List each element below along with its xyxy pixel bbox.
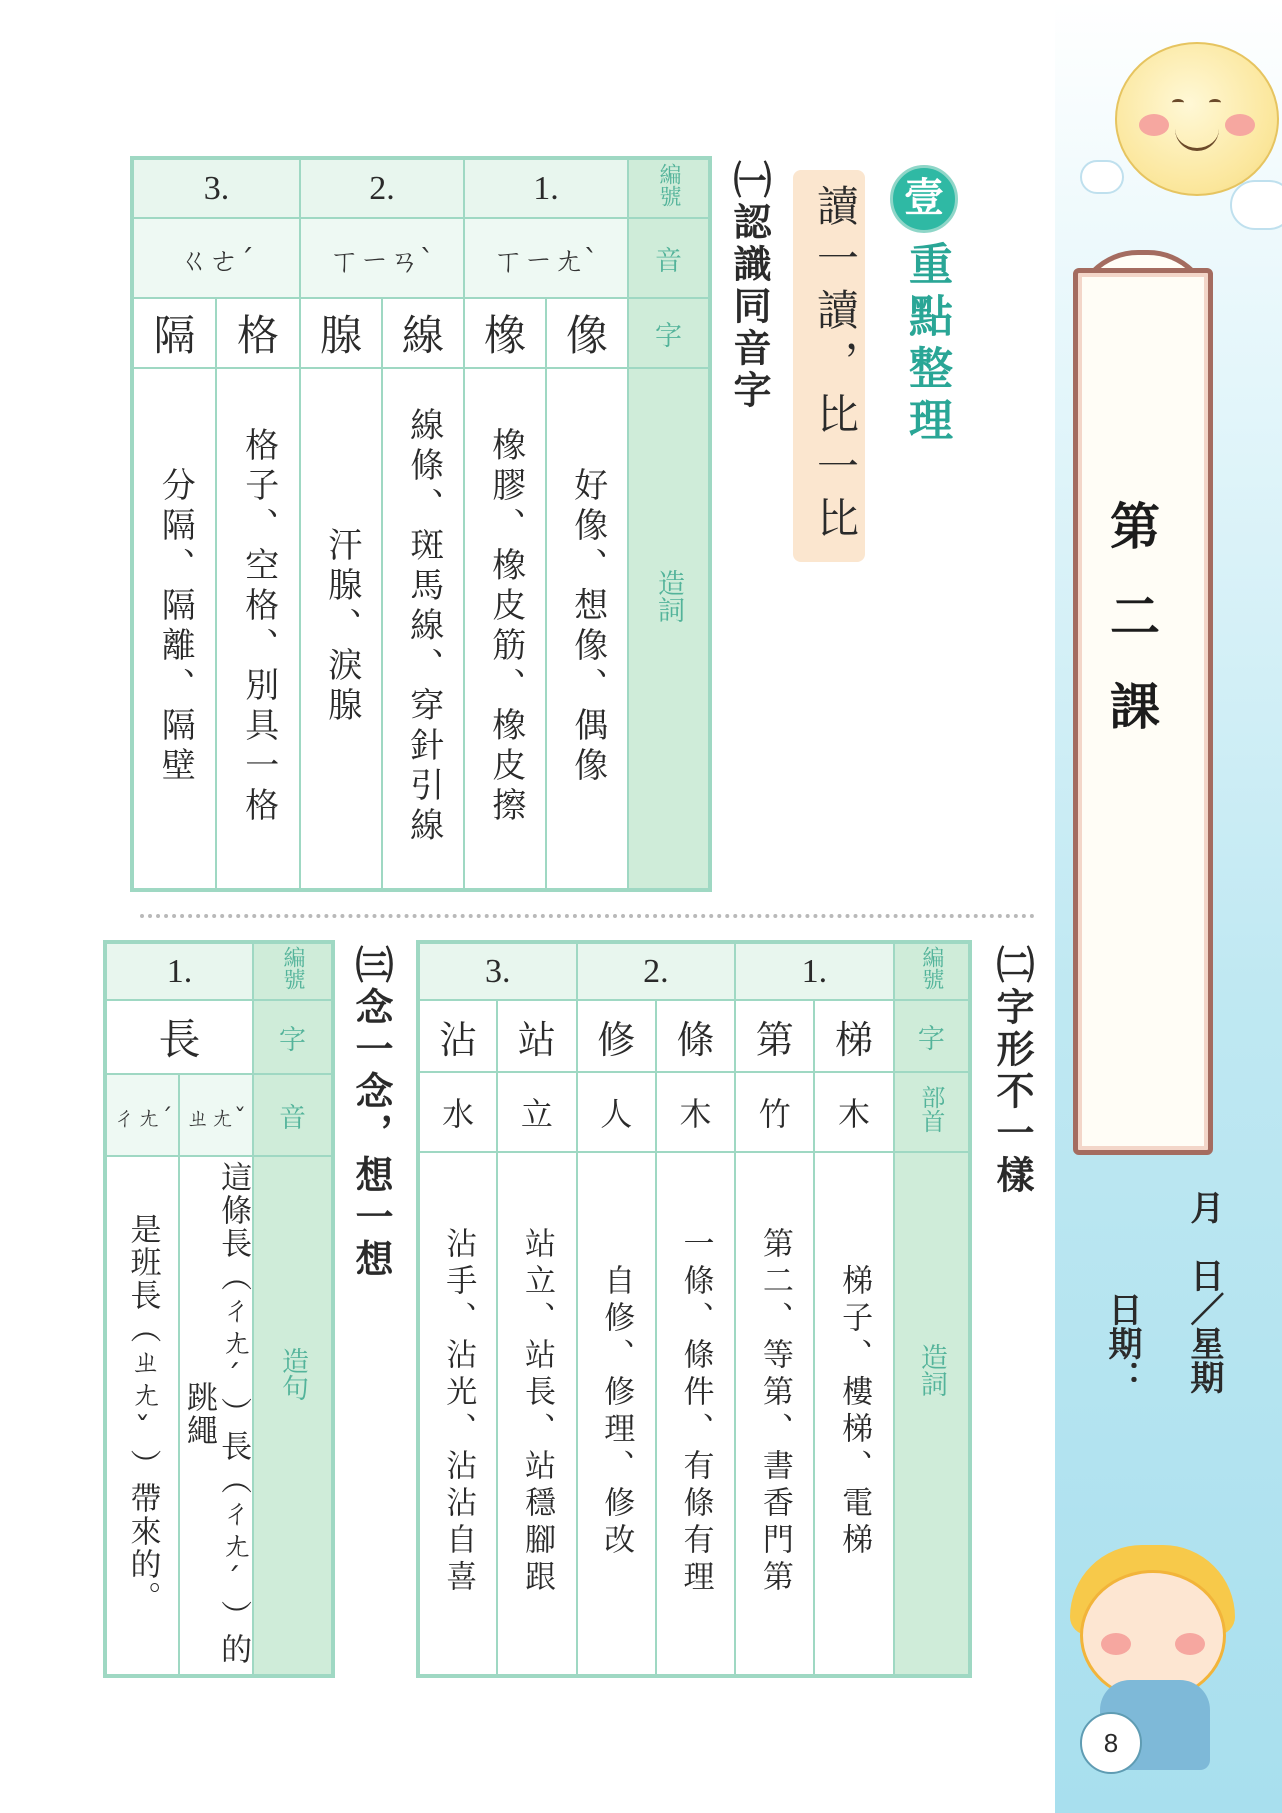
polyphone-table — [103, 940, 335, 1678]
date-label-1: 日期： — [1102, 1292, 1142, 1394]
header-char: 字 — [253, 1000, 333, 1074]
glyph-compare-table — [416, 940, 972, 1678]
header-char: 字 — [894, 1000, 970, 1072]
header-words: 造詞 — [894, 1152, 970, 1676]
sun-cheek-left — [1139, 114, 1169, 136]
char-cell: 長 — [105, 1000, 253, 1074]
words-cell: 格子、空格、別具一格 — [216, 368, 300, 890]
words-cell: 自修、修理、修改 — [577, 1152, 656, 1676]
section-badge: 壹 — [890, 165, 958, 233]
sun-eye-right — [1209, 99, 1221, 106]
group-number: 1. — [105, 942, 253, 1000]
sound-cell: ㄓㄤˇ — [179, 1074, 253, 1156]
words-cell: 橡膠、橡皮筋、橡皮擦 — [464, 368, 546, 890]
date-label-2: 月 日／星期 — [1183, 1190, 1224, 1394]
page-number: 8 — [1080, 1712, 1142, 1774]
group-number: 2. — [300, 158, 464, 218]
part3-heading: ㈢念一念，想一想 — [349, 945, 394, 1281]
header-radical: 部首 — [894, 1072, 970, 1152]
part1-heading: ㈠認識同音字 — [727, 160, 772, 412]
words-cell: 第二、等第、書香門第 — [735, 1152, 814, 1676]
homophone-table — [130, 156, 712, 892]
char-cell: 隔 — [132, 298, 216, 368]
group-sound: ㄒㄧㄤˋ — [464, 218, 628, 298]
words-cell: 沾手、沾光、沾沾自喜 — [418, 1152, 497, 1676]
char-cell: 像 — [546, 298, 628, 368]
section-heading — [890, 165, 1150, 449]
girl-cheek-right — [1175, 1633, 1205, 1655]
group-sound: ㄍㄜˊ — [132, 218, 300, 298]
sentence-line: 是班長（ㄓㄤˇ）帶來的。 — [105, 1156, 179, 1676]
radical-cell: 竹 — [735, 1072, 814, 1152]
char-cell: 修 — [577, 1000, 656, 1072]
words-cell: 一條、條件、有條有理 — [656, 1152, 735, 1676]
char-cell: 格 — [216, 298, 300, 368]
sentence-line: 這條長（ㄔㄤˊ）長（ㄔㄤˊ）的跳繩 — [179, 1156, 253, 1676]
words-cell: 分隔、隔離、隔壁 — [132, 368, 216, 890]
header-number: 編號 — [253, 942, 333, 1000]
char-cell: 沾 — [418, 1000, 497, 1072]
group-number: 3. — [132, 158, 300, 218]
lesson-title: 第二課 — [1102, 500, 1161, 770]
header-sound: 音 — [253, 1074, 333, 1156]
words-cell: 梯子、樓梯、電梯 — [814, 1152, 893, 1676]
words-cell: 好像、想像、偶像 — [546, 368, 628, 890]
header-sentence: 造句 — [253, 1156, 333, 1676]
char-cell: 線 — [382, 298, 464, 368]
sun-cheek-right — [1225, 114, 1255, 136]
header-number: 編號 — [628, 158, 710, 218]
radical-cell: 立 — [497, 1072, 576, 1152]
char-cell: 橡 — [464, 298, 546, 368]
group-number: 2. — [577, 942, 736, 1000]
words-cell: 站立、站長、站穩腳跟 — [497, 1152, 576, 1676]
radical-cell: 水 — [418, 1072, 497, 1152]
char-cell: 條 — [656, 1000, 735, 1072]
sun-smile — [1175, 126, 1219, 151]
section-divider — [140, 914, 1035, 918]
sound-cell: ㄔㄤˊ — [105, 1074, 179, 1156]
sun-eye-left — [1172, 99, 1184, 106]
header-number: 編號 — [894, 942, 970, 1000]
girl-cheek-left — [1101, 1633, 1131, 1655]
cloud-icon — [1230, 180, 1282, 230]
radical-cell: 木 — [656, 1072, 735, 1152]
part2-heading: ㈡字形不一樣 — [990, 945, 1035, 1197]
char-cell: 梯 — [814, 1000, 893, 1072]
words-cell: 線條、斑馬線、穿針引線 — [382, 368, 464, 890]
read-compare-heading: 讀一讀，比一比 — [793, 170, 865, 562]
radical-cell: 人 — [577, 1072, 656, 1152]
group-number: 1. — [464, 158, 628, 218]
section-title: 重點整理 — [901, 241, 952, 449]
words-cell: 汗腺、淚腺 — [300, 368, 382, 890]
header-words: 造詞 — [628, 368, 710, 890]
header-sound: 音 — [628, 218, 710, 298]
char-cell: 腺 — [300, 298, 382, 368]
group-number: 3. — [418, 942, 577, 1000]
date-area — [1090, 1190, 1282, 1415]
char-cell: 第 — [735, 1000, 814, 1072]
group-sound: ㄒㄧㄢˋ — [300, 218, 464, 298]
group-number: 1. — [735, 942, 894, 1000]
radical-cell: 木 — [814, 1072, 893, 1152]
header-char: 字 — [628, 298, 710, 368]
char-cell: 站 — [497, 1000, 576, 1072]
